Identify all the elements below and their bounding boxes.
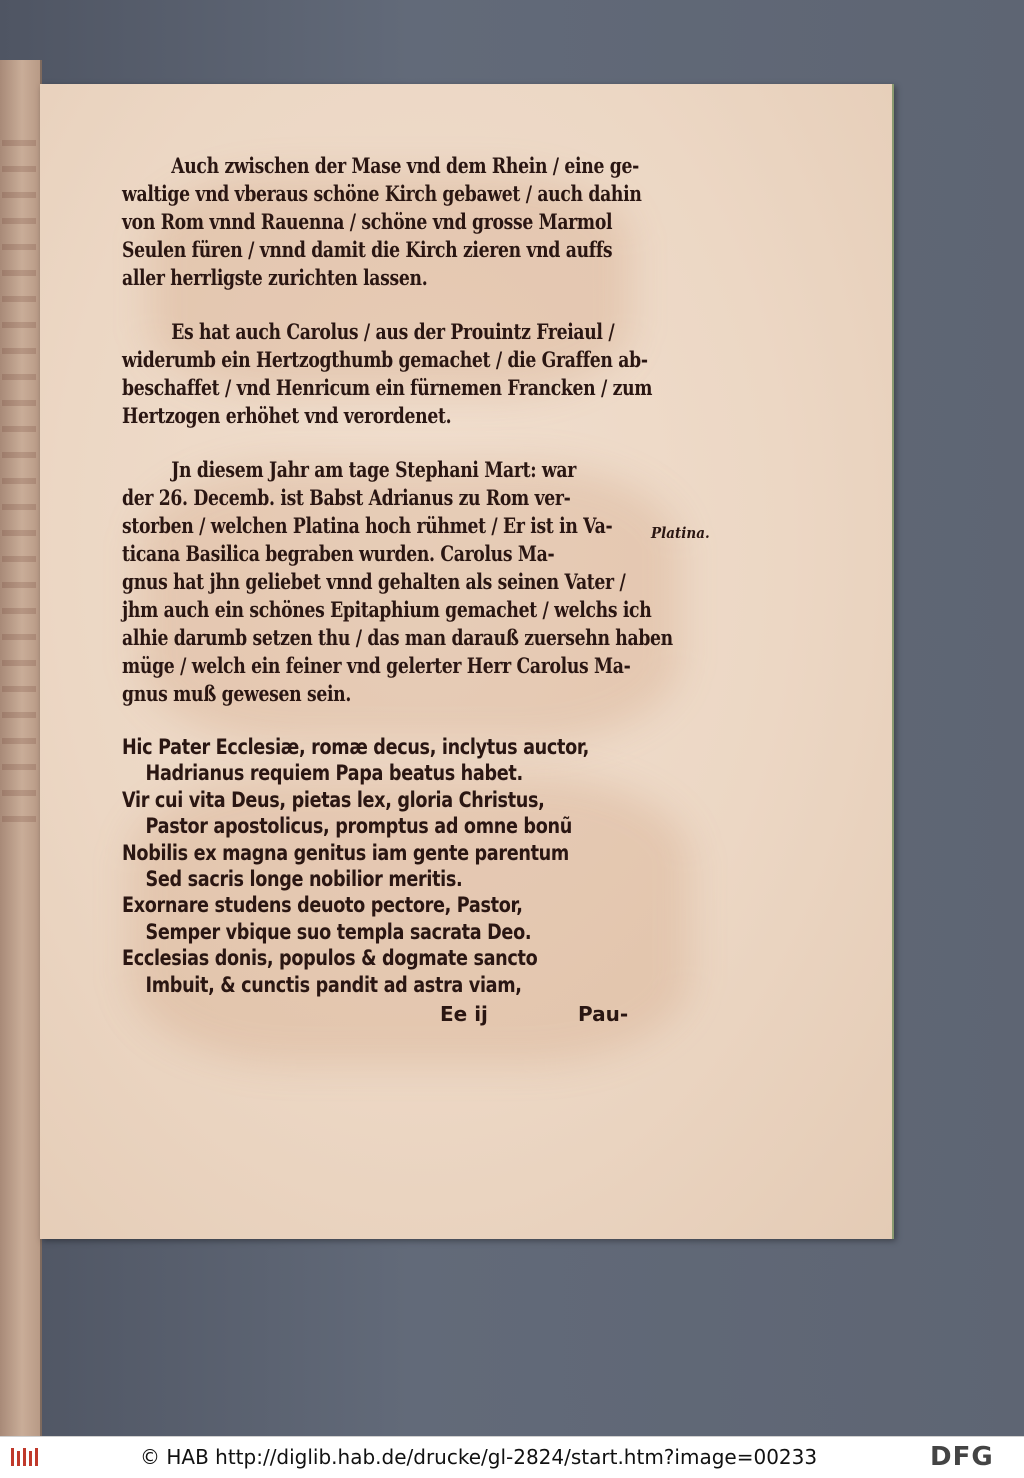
text-line: gnus muß gewesen sein. [122, 681, 352, 706]
text-line: Hertzogen erhöhet vnd verordenet. [122, 403, 452, 428]
verse-line: Pastor apostolicus, promptus ad omne bonũ [145, 814, 572, 839]
text-line: ticana Basilica begraben wurden. Carolus Ma- [122, 541, 555, 566]
dfg-logo: DFG [930, 1442, 994, 1472]
text-line: jhm auch ein schönes Epitaphium gemachet / welchs ich [122, 597, 652, 622]
verse-line: Hic Pater Ecclesiæ, romæ decus, inclytus auctor, [122, 735, 590, 759]
verse-line: Imbuit, & cunctis pandit ad astra viam, [145, 972, 522, 997]
text-line: von Rom vnnd Rauenna / schöne vnd grosse Marmol [122, 209, 613, 234]
verse-line: Vir cui vita Deus, pietas lex, gloria Christus, [122, 787, 545, 812]
epitaph-verse [122, 734, 662, 998]
verse-line: Nobilis ex magna genitus iam gente parentum [122, 840, 569, 865]
copyright-link[interactable]: © HAB http://diglib.hab.de/drucke/gl-2824/start.htm?image=00233 [140, 1445, 818, 1469]
main-text-block [122, 152, 673, 998]
copyright-footer [0, 1436, 1024, 1478]
text-line: gnus hat jhn geliebet vnnd gehalten als seinen Vater / [122, 569, 626, 594]
text-line: Auch zwischen der Mase vnd dem Rhein / eine ge- [171, 153, 639, 178]
paragraph-2 [122, 318, 662, 430]
text-line: der 26. Decemb. ist Babst Adrianus zu Rom ver- [122, 485, 571, 510]
verse-line: Hadrianus requiem Papa beatus habet. [145, 761, 523, 786]
margin-note: Platina. [651, 524, 710, 542]
verse-line: Semper vbique suo templa sacrata Deo. [145, 919, 532, 944]
text-line: alhie darumb setzen thu / das man darauß zuersehn haben [122, 625, 673, 650]
text-line: Jn diesem Jahr am tage Stephani Mart: war [171, 457, 576, 482]
paragraph-1 [122, 152, 662, 292]
previous-page-edge [0, 60, 42, 1440]
text-line: beschaffet / vnd Henricum ein fürnemen Francken / zum [122, 375, 653, 400]
page-footer-line [440, 1002, 680, 1028]
verse-line: Ecclesias donis, populos & dogmate sancto [122, 946, 538, 971]
text-line: Seulen füren / vnnd damit die Kirch zieren vnd auffs [122, 237, 613, 262]
paragraph-3 [122, 456, 673, 708]
previous-page-ink-marks [2, 140, 36, 840]
text-line: aller herrligste zurichten lassen. [122, 265, 428, 290]
text-line: Es hat auch Carolus / aus der Prouintz Freiaul / [171, 319, 615, 344]
catchword: Pau- [578, 1002, 629, 1026]
book-page [40, 84, 894, 1239]
text-line: waltige vnd vberaus schöne Kirch gebawet / auch dahin [122, 181, 642, 206]
verse-line: Sed sacris longe nobilior meritis. [145, 867, 463, 892]
library-logo-icon [10, 1446, 40, 1468]
text-line: müge / welch ein feiner vnd gelerter Herr Carolus Ma- [122, 653, 631, 678]
verse-line: Exornare studens deuoto pectore, Pastor, [122, 893, 523, 918]
signature-mark: Ee ij [440, 1002, 488, 1026]
text-line: widerumb ein Hertzogthumb gemachet / die Graffen ab- [122, 347, 648, 372]
text-line: storben / welchen Platina hoch rühmet / Er ist in Va- [122, 513, 613, 538]
